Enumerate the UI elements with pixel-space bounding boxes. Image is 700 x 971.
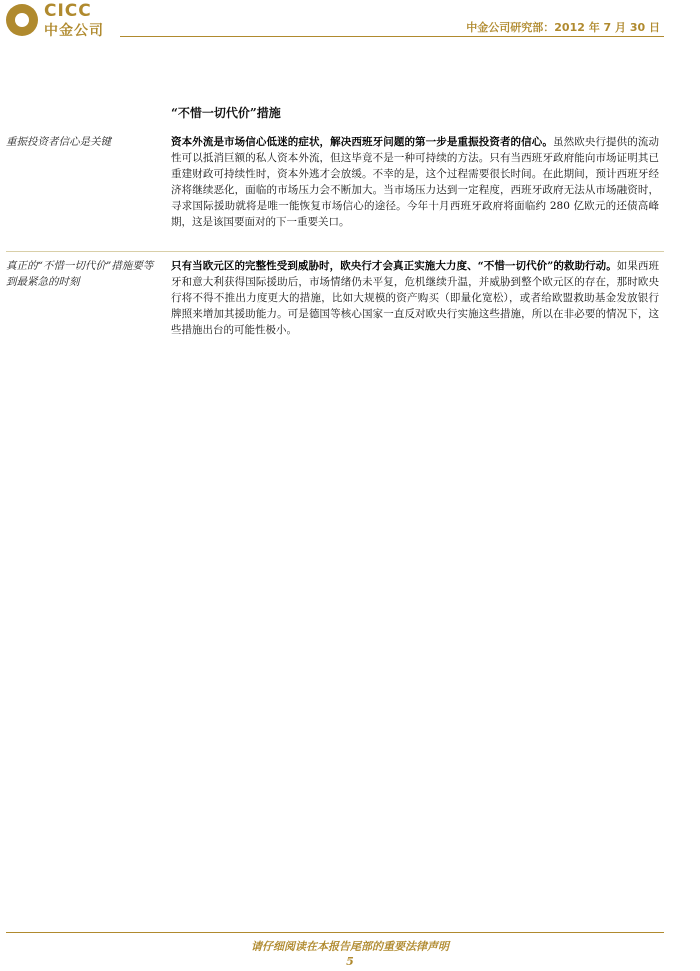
sidenote-2: 真正的“不惜一切代价”措施要等到最紧急的时刻 — [6, 260, 154, 288]
sidenote-1: 重振投资者信心是关键 — [6, 136, 111, 148]
section-title: “不惜一切代价”措施 — [171, 106, 281, 120]
logo-text-cn: 中金公司 — [44, 23, 104, 39]
paragraph-divider — [6, 251, 664, 252]
header-divider — [120, 36, 664, 37]
header-date: 中金公司研究部：2012 年 7 月 30 日 — [466, 21, 660, 34]
body-paragraph-1 — [171, 134, 659, 230]
logo-text-en: CICC — [44, 1, 92, 21]
footer-divider — [6, 932, 664, 933]
body-paragraph-2 — [171, 258, 659, 338]
paragraph-2-text: 如果西班牙和意大利获得国际援助后，市场情绪仍未平复，危机继续升温，并威胁到整个欧元区的存在，那时欧央行将不得不推出力度更大的措施，比如大规模的资产购买（即量化宽松），或者给欧盟救助基金发放银行牌照来增加其援助能力。可是德国等核心国家一直反对欧央行实施这些措施，所以在非必要的情况下，这些措施出台的可能性极小。 — [171, 260, 660, 336]
paragraph-1-lead: 资本外流是市场信心低迷的症状，解决西班牙问题的第一步是重振投资者的信心。 — [171, 136, 553, 148]
page-header — [0, 0, 700, 42]
legal-notice: 请仔细阅读在本报告尾部的重要法律声明 — [251, 940, 449, 953]
paragraph-1-text: 虽然欧央行提供的流动性可以抵消巨额的私人资本外流，但这毕竟不是一种可持续的方法。只有当西班牙政府能向市场证明其已重建财政可持续性时，资本外逃才会放缓。不幸的是，这个过程需要很长时间。在此期间，预计西班牙经济将继续恶化，面临的市场压力会不断加大。当市场压力达到一定程度，西班牙政府无法从市场融资时，寻求国际援助就将是唯一能恢复市场信心的途径。今年十月西班牙政府将面临约 280 亿欧元的还债高峰期，这是该国要面对的下一重要关口。 — [171, 136, 659, 228]
cicc-logo-icon — [6, 4, 38, 36]
paragraph-2-lead: 只有当欧元区的完整性受到威胁时，欧央行才会真正实施大力度、“不惜一切代价”的救助行动。 — [171, 260, 617, 272]
page-number: 5 — [346, 955, 354, 968]
